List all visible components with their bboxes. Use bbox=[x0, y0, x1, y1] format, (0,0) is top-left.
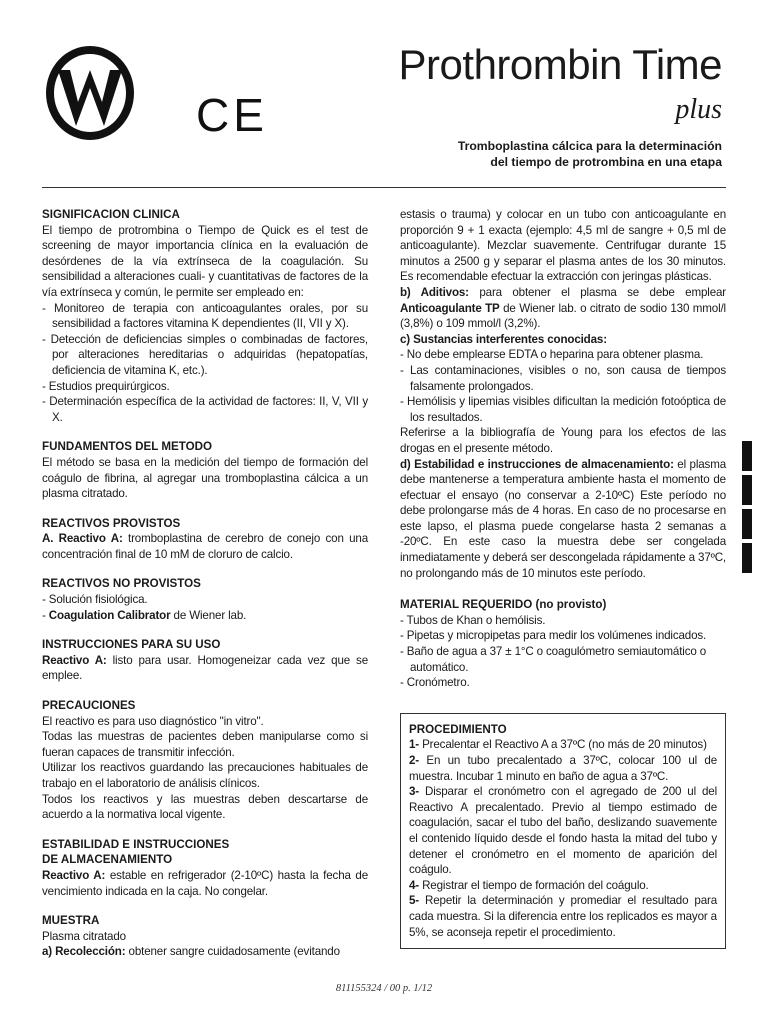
procedure-step bbox=[409, 753, 717, 784]
inline-label: d) Estabilidad e instrucciones de almacenamiento: bbox=[400, 457, 674, 471]
list-item: - Las contaminaciones, visibles o no, son causa de tiempos falsamente prolongados. bbox=[400, 363, 726, 393]
section-text bbox=[400, 285, 726, 332]
list-item: - Determinación específica de la actividad de factores: II, V, VII y X. bbox=[42, 395, 368, 424]
step-number: 1- bbox=[409, 738, 420, 752]
step-text: Precalentar el Reactivo A a 37ºC (no más de 20 minutos) bbox=[419, 738, 707, 752]
paragraph: Referirse a la bibliografía de Young para los efectos de las drogas en el presente método. bbox=[400, 426, 726, 455]
list-item: - Cronómetro. bbox=[400, 676, 470, 690]
section-text bbox=[42, 653, 368, 684]
right-column bbox=[400, 207, 726, 949]
section-significacion bbox=[42, 207, 368, 425]
inline-text: listo para usar. Homogeneizar cada vez que se emplee. bbox=[42, 653, 368, 683]
language-tab-marker bbox=[742, 441, 752, 577]
inline-label: a) Recolección: bbox=[42, 945, 126, 959]
inline-text: de Wiener lab. bbox=[170, 608, 247, 622]
list-item bbox=[42, 608, 368, 624]
section-heading: SIGNIFICACION CLINICA bbox=[42, 208, 180, 221]
procedure-step bbox=[409, 784, 717, 878]
step-text: Registrar el tiempo de formación del coágulo. bbox=[419, 878, 649, 892]
tab-bar bbox=[742, 543, 752, 573]
list-item: - Pipetas y micropipetas para medir los volúmenes indicados. bbox=[400, 629, 707, 643]
step-number: 4- bbox=[409, 878, 420, 892]
list-item: - Detección de deficiencias simples o combinadas de factores, por alteraciones hereditarias o adquiridas (hepatopatías, deficiencia de vitamina K, etc.). bbox=[42, 332, 368, 377]
description-line-2: del tiempo de protrombina en una etapa bbox=[490, 155, 722, 170]
list-item: - Hemólisis y lipemias visibles dificultan la medición fotoóptica de los resultados. bbox=[400, 395, 726, 424]
list-item: - Solución fisiológica. bbox=[42, 593, 148, 607]
inline-text: tromboplastina de cerebro de conejo con una concentración final de 10 mM de cloruro de calcio. bbox=[42, 532, 368, 561]
section-text: El tiempo de protrombina o Tiempo de Quick es el test de screening de mayor importancia clínica en la evaluación de desórdenes de la vía extrínseca de la coagulación. Su sensibilidad a alteraciones cuali- y cuantitativas de factores de la vía extrínseca y común, le permite ser empleado en: bbox=[42, 223, 368, 299]
paragraph: estasis o trauma) y colocar en un tubo con anticoagulante en proporción 9 + 1 exacta (ejemplo: 4,5 ml de sangre + 0,5 ml de anticoagulante). Mezclar suavemente. Centrifugar durante 15 minutos a 2500 g y separar el plasma antes de los 30 minutos. Es recomendable efectuar la extracción con jeringas plásticas. bbox=[400, 208, 726, 284]
paragraph: Todas las muestras de pacientes deben manipularse como si fueran capaces de transmitir infección. bbox=[42, 730, 368, 759]
product-description bbox=[342, 138, 722, 171]
tab-bar bbox=[742, 509, 752, 539]
list-item: - Estudios prequirúrgicos. bbox=[42, 379, 170, 393]
section-muestra bbox=[42, 913, 368, 960]
inline-label: Anticoagulante TP bbox=[400, 301, 500, 315]
step-number: 5- bbox=[409, 894, 420, 908]
section-text: El método se basa en la medición del tiempo de formación del coágulo de fibrina, al agregar una tromboplastina cálcica a un plasma citratado. bbox=[42, 455, 368, 501]
section-heading: REACTIVOS NO PROVISTOS bbox=[42, 577, 201, 591]
product-title: Prothrombin Time bbox=[398, 41, 722, 88]
inline-text: el plasma debe mantenerse a temperatura ambiente hasta el momento de efectuar el ensayo (no conservar a 2-10ºC) Este período no debe prolongarse más de 4 horas. En caso de no procesarse en este lapso, el plasma puede congelarse hasta 2 semanas a -20ºC. En este caso la muestra debe ser congelada inmediatamente y deberá ser descongelada rápidamente a 37ºC, no prolongando más de 10 minutos este período. bbox=[400, 457, 727, 580]
section-fundamentos bbox=[42, 439, 368, 501]
step-text: Disparar el cronómetro con el agregado de 200 ul del Reactivo A precalentado. Previo al tiempo estimado de coagulación, sacar el tubo del baño, deslizando suavemente el contenido líquido desde el fondo hasta la mitad del tubo y detener el cronómetro en el momento de aparición del coágulo. bbox=[409, 785, 717, 877]
section-heading: MATERIAL REQUERIDO (no provisto) bbox=[400, 598, 607, 612]
inline-text: de Wiener lab. o citrato de sodio 130 mmol/l (3,8%) o 109 mmol/l (3,2%). bbox=[400, 301, 726, 331]
ce-mark: CE bbox=[196, 89, 268, 141]
procedimiento-box bbox=[400, 713, 726, 949]
section-heading: DE ALMACENAMIENTO bbox=[42, 853, 173, 867]
section-heading: PROCEDIMIENTO bbox=[409, 722, 507, 736]
section-heading: ESTABILIDAD E INSTRUCCIONES bbox=[42, 837, 230, 851]
tab-bar bbox=[742, 441, 752, 471]
inline-label: b) Aditivos: bbox=[400, 285, 469, 299]
section-heading: MUESTRA bbox=[42, 914, 100, 928]
page-footer-code: 811155324 / 00 p. 1/12 bbox=[335, 983, 433, 994]
step-number: 2- bbox=[409, 754, 420, 767]
subsection-heading: c) Sustancias interferentes conocidas: bbox=[400, 332, 607, 346]
procedure-step bbox=[409, 893, 717, 940]
inline-label: Reactivo A: bbox=[42, 868, 106, 882]
header-divider bbox=[42, 187, 726, 188]
list-item: - Monitoreo de terapia con anticoagulantes orales, por su sensibilidad a factores vitamina K dependientes (II, VII y X). bbox=[42, 301, 368, 331]
section-text bbox=[42, 868, 368, 899]
wiener-lab-logo bbox=[44, 44, 136, 142]
section-text bbox=[42, 531, 368, 562]
list-item: - No debe emplearse EDTA o heparina para obtener plasma. bbox=[400, 348, 704, 362]
section-text bbox=[42, 944, 368, 960]
list-item: - Baño de agua a 37 ± 1°C o coagulómetro semiautomático o automático. bbox=[400, 645, 707, 674]
section-heading: REACTIVOS PROVISTOS bbox=[42, 516, 181, 530]
inline-label: Coagulation Calibrator bbox=[48, 608, 171, 622]
list-item: - Tubos de Khan o hemólisis. bbox=[400, 613, 546, 627]
inline-label: Reactivo A: bbox=[42, 653, 107, 667]
paragraph: Utilizar los reactivos guardando las precauciones habituales de trabajo en el laboratorio de análisis clínicos. bbox=[42, 761, 368, 790]
section-reactivos-provistos bbox=[42, 516, 368, 563]
inline-text: obtener sangre cuidadosamente (evitando bbox=[125, 945, 340, 959]
section-instrucciones bbox=[42, 637, 368, 684]
description-line-1: Tromboplastina cálcica para la determinación bbox=[457, 139, 722, 153]
inline-text: estable en refrigerador (2-10ºC) hasta la fecha de vencimiento indicada en la caja. No congelar. bbox=[42, 868, 368, 898]
list-dash: - bbox=[42, 608, 49, 622]
step-text: En un tubo precalentado a 37ºC, colocar 100 ul de muestra. Incubar 1 minuto en baño de agua a 37ºC. bbox=[409, 754, 717, 783]
inline-text: para obtener el plasma se debe emplear bbox=[468, 285, 727, 299]
left-column bbox=[42, 207, 368, 960]
paragraph: Plasma citratado bbox=[42, 929, 126, 943]
section-heading: INSTRUCCIONES PARA SU USO bbox=[42, 638, 221, 652]
section-text bbox=[400, 457, 726, 582]
paragraph: El reactivo es para uso diagnóstico "in vitro". bbox=[42, 714, 264, 728]
section-precauciones bbox=[42, 698, 368, 823]
section-reactivos-no-provistos bbox=[42, 576, 368, 623]
tab-bar bbox=[742, 475, 752, 505]
procedure-step bbox=[409, 737, 717, 753]
step-text: Repetir la determinación y promediar el resultado para cada muestra. Si la diferencia entre los replicados es mayor a 5%, se aconseja repetir el procedimiento. bbox=[409, 894, 717, 939]
inline-label: A. Reactivo A: bbox=[42, 532, 123, 546]
section-heading: PRECAUCIONES bbox=[42, 699, 136, 713]
paragraph: Todos los reactivos y las muestras deben descartarse de acuerdo a la normativa local vigente. bbox=[42, 792, 368, 822]
section-estabilidad bbox=[42, 837, 368, 899]
section-heading: FUNDAMENTOS DEL METODO bbox=[42, 440, 213, 454]
product-subtitle-plus: plus bbox=[675, 94, 722, 125]
section-material bbox=[400, 597, 726, 691]
procedure-step bbox=[409, 878, 717, 894]
step-number: 3- bbox=[409, 785, 420, 799]
